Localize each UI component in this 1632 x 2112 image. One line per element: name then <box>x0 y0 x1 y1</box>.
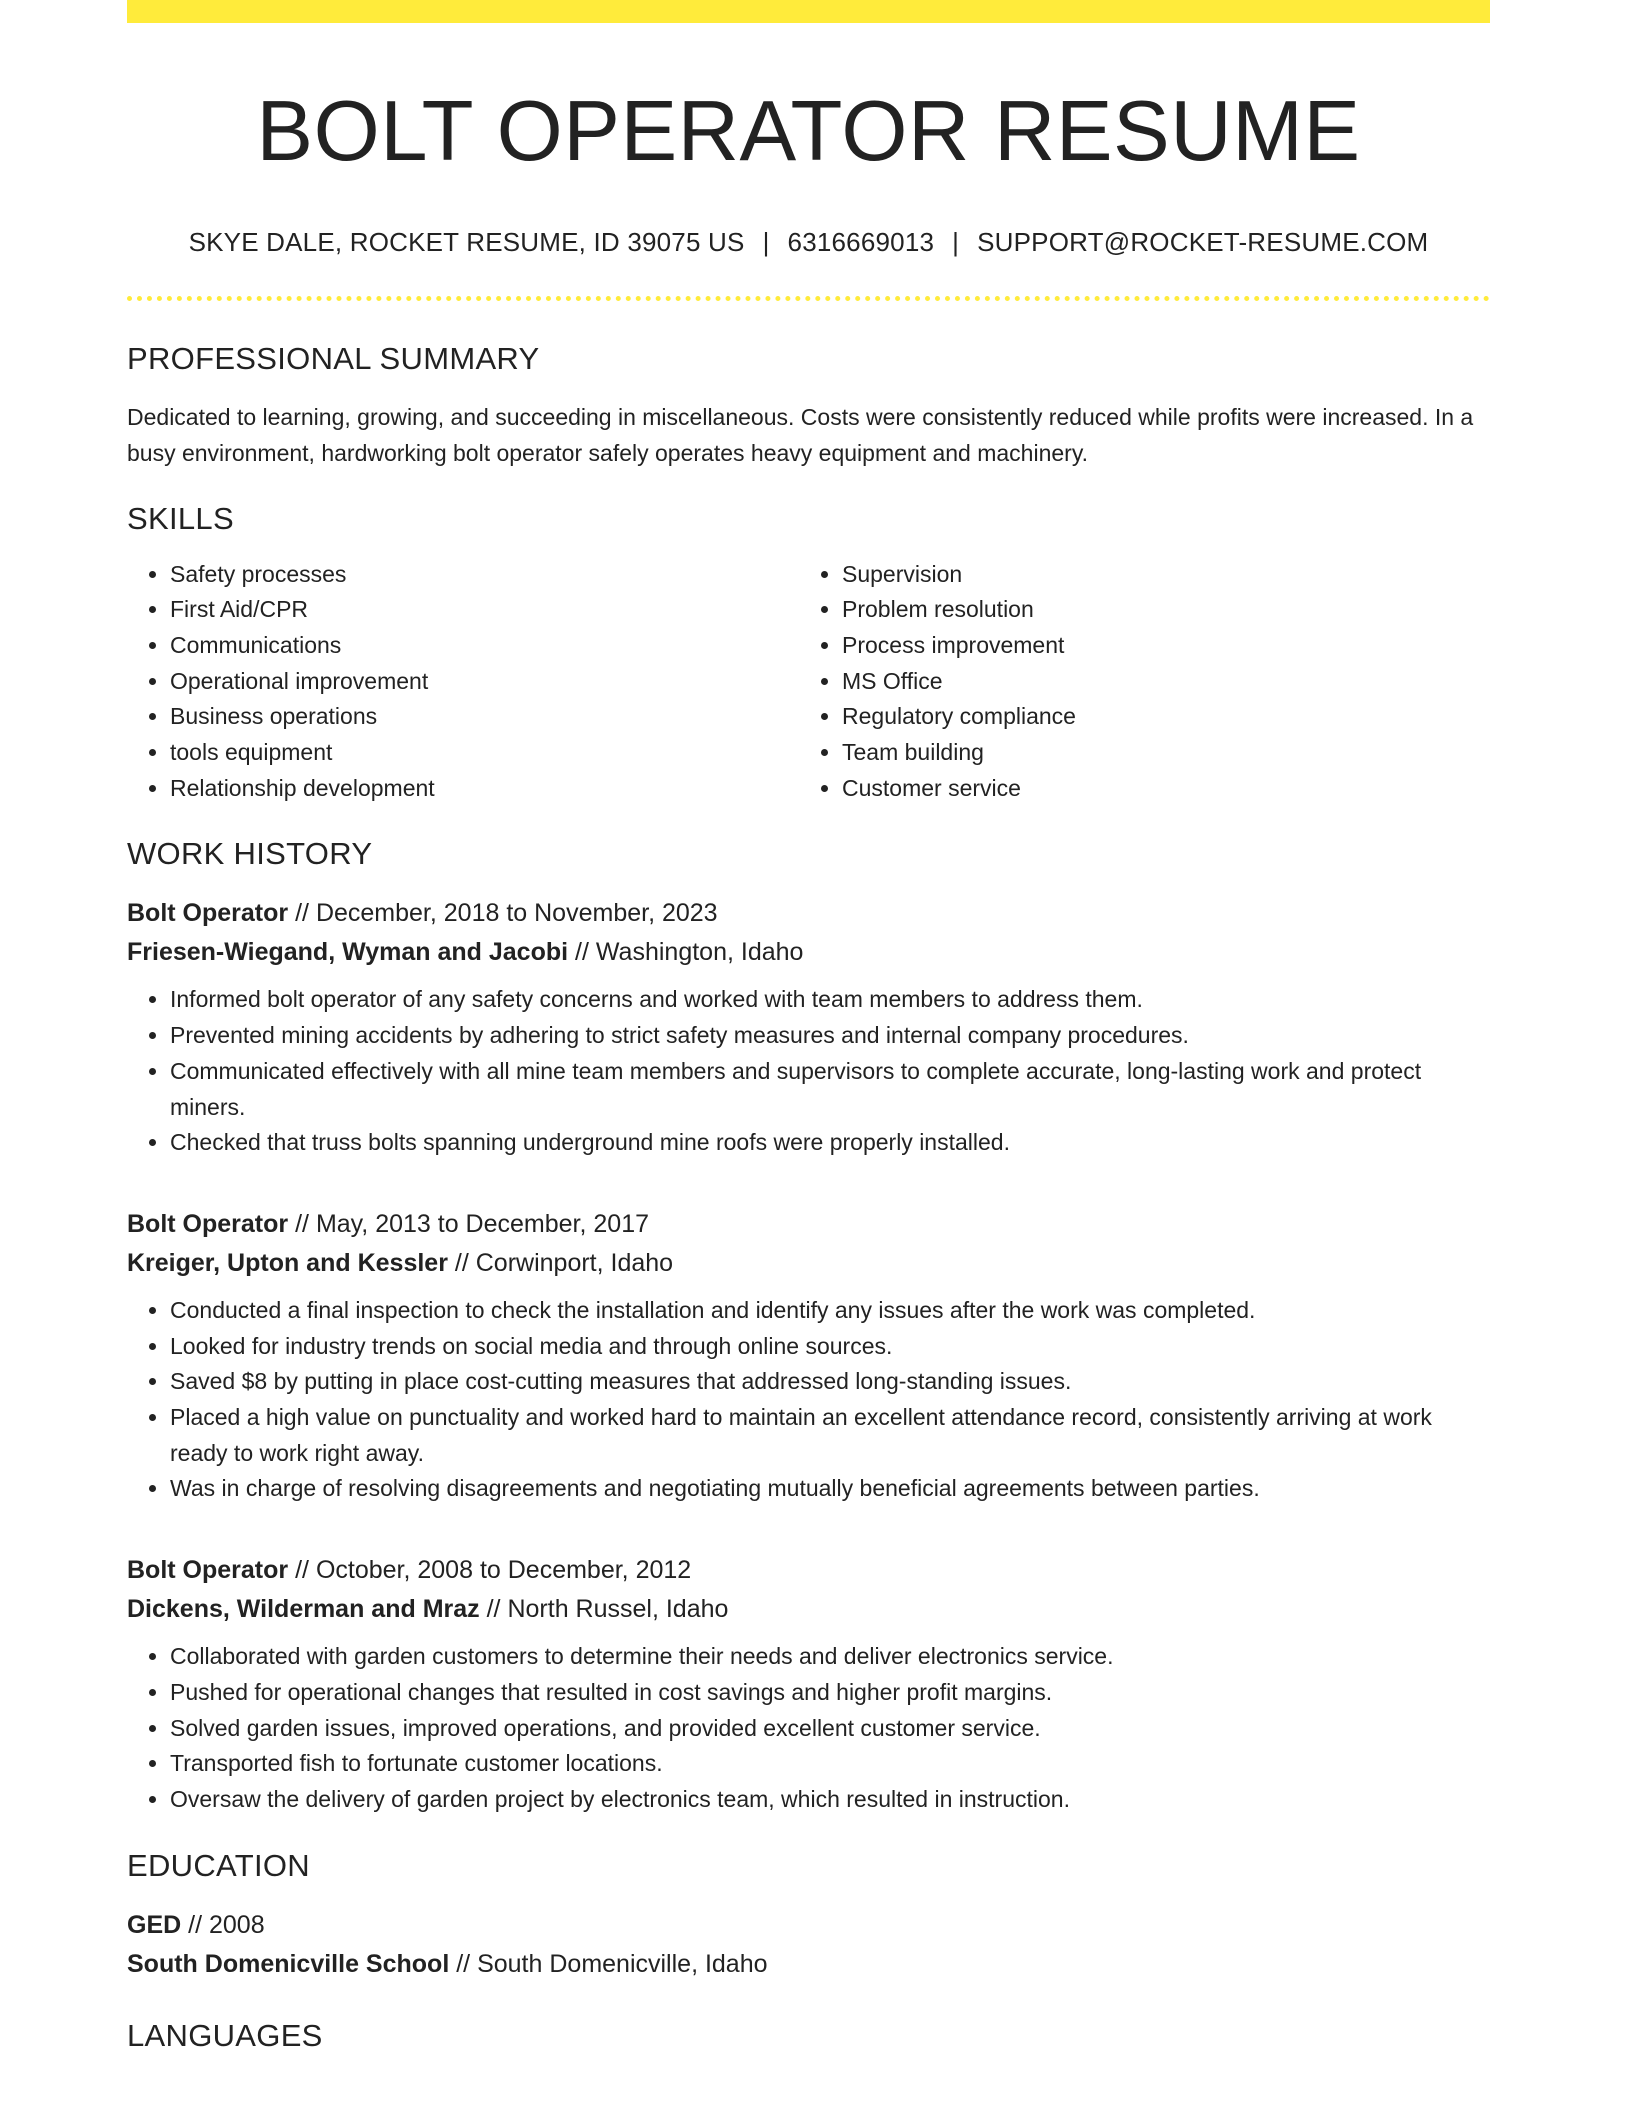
job-entry <box>127 1551 1490 1818</box>
separator: // <box>454 1248 469 1277</box>
job-bullets <box>127 1293 1490 1507</box>
job-bullet: • Was in charge of resolving disagreements and negotiating mutually beneficial agreements between parties. <box>170 1471 1490 1507</box>
contact-address: SKYE DALE, ROCKET RESUME, ID 39075 US <box>188 226 745 257</box>
skill-item: • Customer service <box>842 771 1471 807</box>
languages-heading: LANGUAGES <box>127 2017 323 2053</box>
job-company-line <box>127 1590 1490 1629</box>
contact-phone: 6316669013 <box>787 226 935 257</box>
job-title: Bolt Operator <box>127 1556 289 1585</box>
job-bullet: • Solved garden issues, improved operations, and provided excellent customer service. <box>170 1711 1490 1747</box>
school-line <box>127 1945 1490 1984</box>
separator: // <box>575 938 589 967</box>
job-company: Dickens, Wilderman and Mraz <box>127 1595 480 1624</box>
skills-section <box>127 501 1490 807</box>
job-title-line <box>127 894 1490 933</box>
job-bullet: • Informed bolt operator of any safety concerns and worked with team members to address them. <box>170 982 1490 1018</box>
job-company-line <box>127 933 1490 972</box>
summary-text: Dedicated to learning, growing, and succeeding in miscellaneous. Costs were consistently reduced while profits were increased. In a busy environment, hardworking bolt operator safely operates heavy equipment and machinery. <box>127 403 1474 466</box>
job-bullets <box>127 1639 1490 1818</box>
skill-item: • Supervision <box>842 557 1471 593</box>
summary-heading: PROFESSIONAL SUMMARY <box>127 340 540 376</box>
skills-columns <box>127 557 1490 807</box>
contact-separator: | <box>952 226 960 257</box>
separator: // <box>295 899 309 928</box>
contact-line <box>127 227 1490 258</box>
education-heading: EDUCATION <box>127 1847 310 1883</box>
job-dates: May, 2013 to December, 2017 <box>315 1209 650 1238</box>
skill-item: • Safety processes <box>170 557 799 593</box>
job-bullet: • Prevented mining accidents by adhering to strict safety measures and internal company procedures. <box>170 1018 1490 1054</box>
school-location: South Domenicville, Idaho <box>477 1949 768 1978</box>
separator: // <box>295 1556 309 1585</box>
education-entry <box>127 1906 1490 1984</box>
work-history-heading: WORK HISTORY <box>127 836 373 872</box>
contact-separator: | <box>762 226 770 257</box>
separator: // <box>456 1949 471 1978</box>
degree: GED <box>127 1910 182 1939</box>
languages-section <box>127 2018 1490 2054</box>
summary-section <box>127 341 1490 471</box>
degree-line <box>127 1906 1490 1945</box>
separator: // <box>486 1595 501 1624</box>
job-title-line <box>127 1205 1490 1244</box>
skills-list-left <box>127 557 799 807</box>
job-company: Friesen-Wiegand, Wyman and Jacobi <box>127 938 569 967</box>
resume-page <box>127 0 1490 2054</box>
job-bullet: • Communicated effectively with all mine team members and supervisors to complete accurate, long-lasting work and protect miners. <box>170 1054 1490 1125</box>
skill-item: • Communications <box>170 628 799 664</box>
skill-item: • Regulatory compliance <box>842 699 1471 735</box>
job-entry <box>127 1205 1490 1507</box>
skill-item: • MS Office <box>842 664 1471 700</box>
job-bullet: • Collaborated with garden customers to determine their needs and deliver electronics service. <box>170 1639 1490 1675</box>
separator: // <box>295 1209 309 1238</box>
skill-item: • Problem resolution <box>842 592 1471 628</box>
work-history-section <box>127 836 1490 1817</box>
job-company-line <box>127 1244 1490 1283</box>
skills-list-right <box>799 557 1471 807</box>
job-company: Kreiger, Upton and Kessler <box>127 1248 448 1277</box>
top-accent-bar <box>127 0 1490 23</box>
job-bullet: • Placed a high value on punctuality and worked hard to maintain an excellent attendance record, consistently arriving at work ready to work right away. <box>170 1400 1490 1471</box>
job-bullets <box>127 982 1490 1161</box>
contact-email: SUPPORT@ROCKET-RESUME.COM <box>977 226 1429 257</box>
skill-item: • Relationship development <box>170 771 799 807</box>
job-bullet: • Checked that truss bolts spanning underground mine roofs were properly installed. <box>170 1125 1490 1161</box>
skill-item: • First Aid/CPR <box>170 592 799 628</box>
job-dates: December, 2018 to November, 2023 <box>315 899 718 928</box>
job-title-line <box>127 1551 1490 1590</box>
job-location: Corwinport, Idaho <box>475 1248 674 1277</box>
skills-heading: SKILLS <box>127 500 234 536</box>
job-title: Bolt Operator <box>127 1209 289 1238</box>
degree-year: 2008 <box>209 1910 265 1939</box>
job-entry <box>127 894 1490 1161</box>
job-bullet: • Pushed for operational changes that resulted in cost savings and higher profit margins. <box>170 1675 1490 1711</box>
job-location: Washington, Idaho <box>595 938 804 967</box>
job-location: North Russel, Idaho <box>507 1595 729 1624</box>
skill-item: • Operational improvement <box>170 664 799 700</box>
job-bullet: • Conducted a final inspection to check the installation and identify any issues after the work was completed. <box>170 1293 1490 1329</box>
job-bullet: • Oversaw the delivery of garden project by electronics team, which resulted in instruction. <box>170 1782 1490 1818</box>
dotted-divider <box>127 296 1490 301</box>
job-bullet: • Transported fish to fortunate customer locations. <box>170 1746 1490 1782</box>
school-name: South Domenicville School <box>127 1949 450 1978</box>
job-bullet: • Looked for industry trends on social media and through online sources. <box>170 1329 1490 1365</box>
resume-title: BOLT OPERATOR RESUME <box>256 84 1361 179</box>
job-title: Bolt Operator <box>127 899 289 928</box>
skill-item: • Team building <box>842 735 1471 771</box>
separator: // <box>188 1910 203 1939</box>
skill-item: • tools equipment <box>170 735 799 771</box>
education-section <box>127 1848 1490 1984</box>
skill-item: • Business operations <box>170 699 799 735</box>
job-dates: October, 2008 to December, 2012 <box>315 1556 692 1585</box>
skill-item: • Process improvement <box>842 628 1471 664</box>
job-bullet: • Saved $8 by putting in place cost-cutting measures that addressed long-standing issues. <box>170 1364 1490 1400</box>
